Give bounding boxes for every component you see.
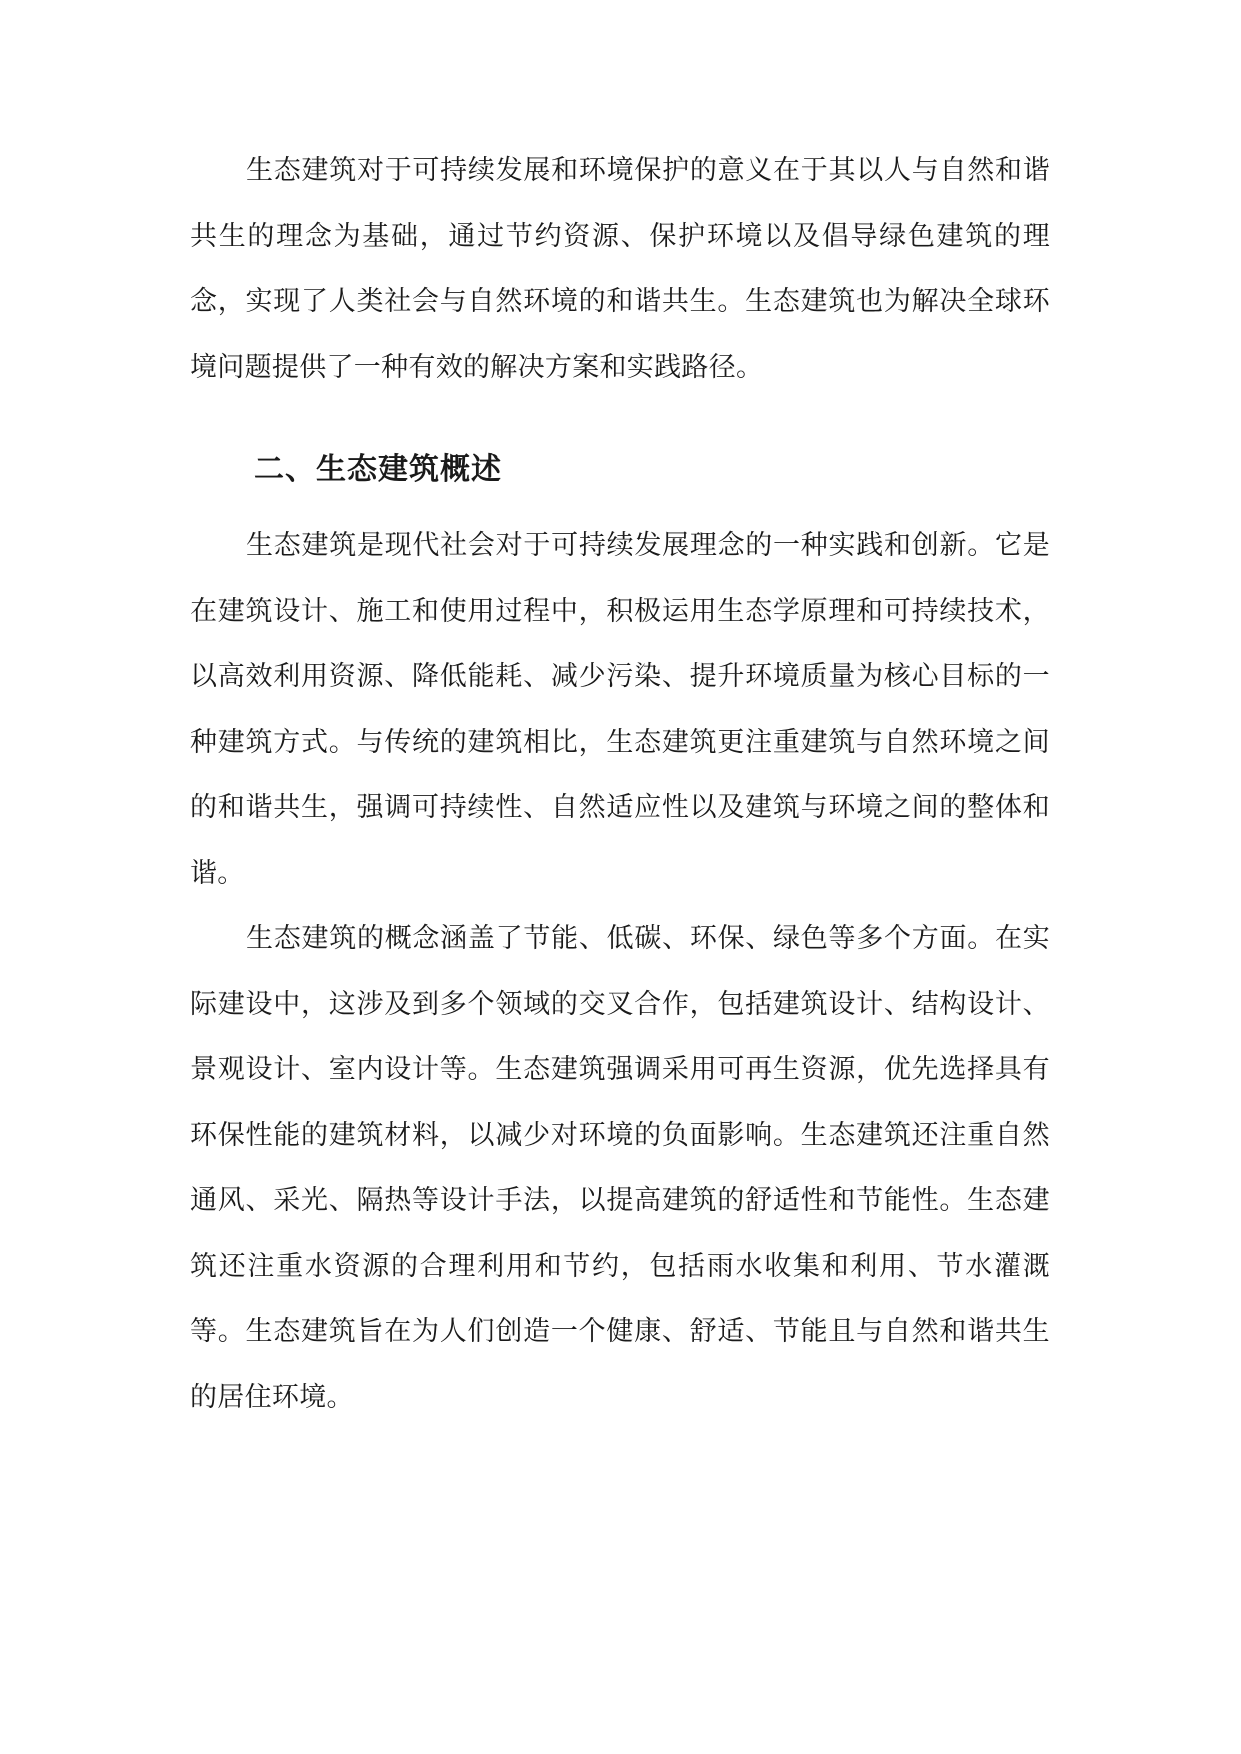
intro-paragraph: 生态建筑对于可持续发展和环境保护的意义在于其以人与自然和谐共生的理念为基础，通过节约资源、保护环境以及倡导绿色建筑的理念，实现了人类社会与自然环境的和谐共生。生态建筑也为解决全球环境问题提供了一种有效的解决方案和实践路径。 — [190, 155, 1050, 383]
section-paragraph-2: 生态建筑的概念涵盖了节能、低碳、环保、绿色等多个方面。在实际建设中，这涉及到多个领域的交叉合作，包括建筑设计、结构设计、景观设计、室内设计等。生态建筑强调采用可再生资源，优先选择具有环保性能的建筑材料，以减少对环境的负面影响。生态建筑还注重自然通风、采光、隔热等设计手法，以提高建筑的舒适性和节能性。生态建筑还注重水资源的合理利用和节约，包括雨水收集和利用、节水灌溉等。生态建筑旨在为人们创造一个健康、舒适、节能且与自然和谐共生的居住环境。 — [190, 923, 1050, 1413]
document-body — [190, 138, 1050, 1430]
section-heading: 二、生态建筑概述 — [254, 452, 502, 487]
section-paragraph-1: 生态建筑是现代社会对于可持续发展理念的一种实践和创新。它是在建筑设计、施工和使用过程中，积极运用生态学原理和可持续技术，以高效利用资源、降低能耗、减少污染、提升环境质量为核心目标的一种建筑方式。与传统的建筑相比，生态建筑更注重建筑与自然环境之间的和谐共生，强调可持续性、自然适应性以及建筑与环境之间的整体和谐。 — [190, 530, 1050, 889]
